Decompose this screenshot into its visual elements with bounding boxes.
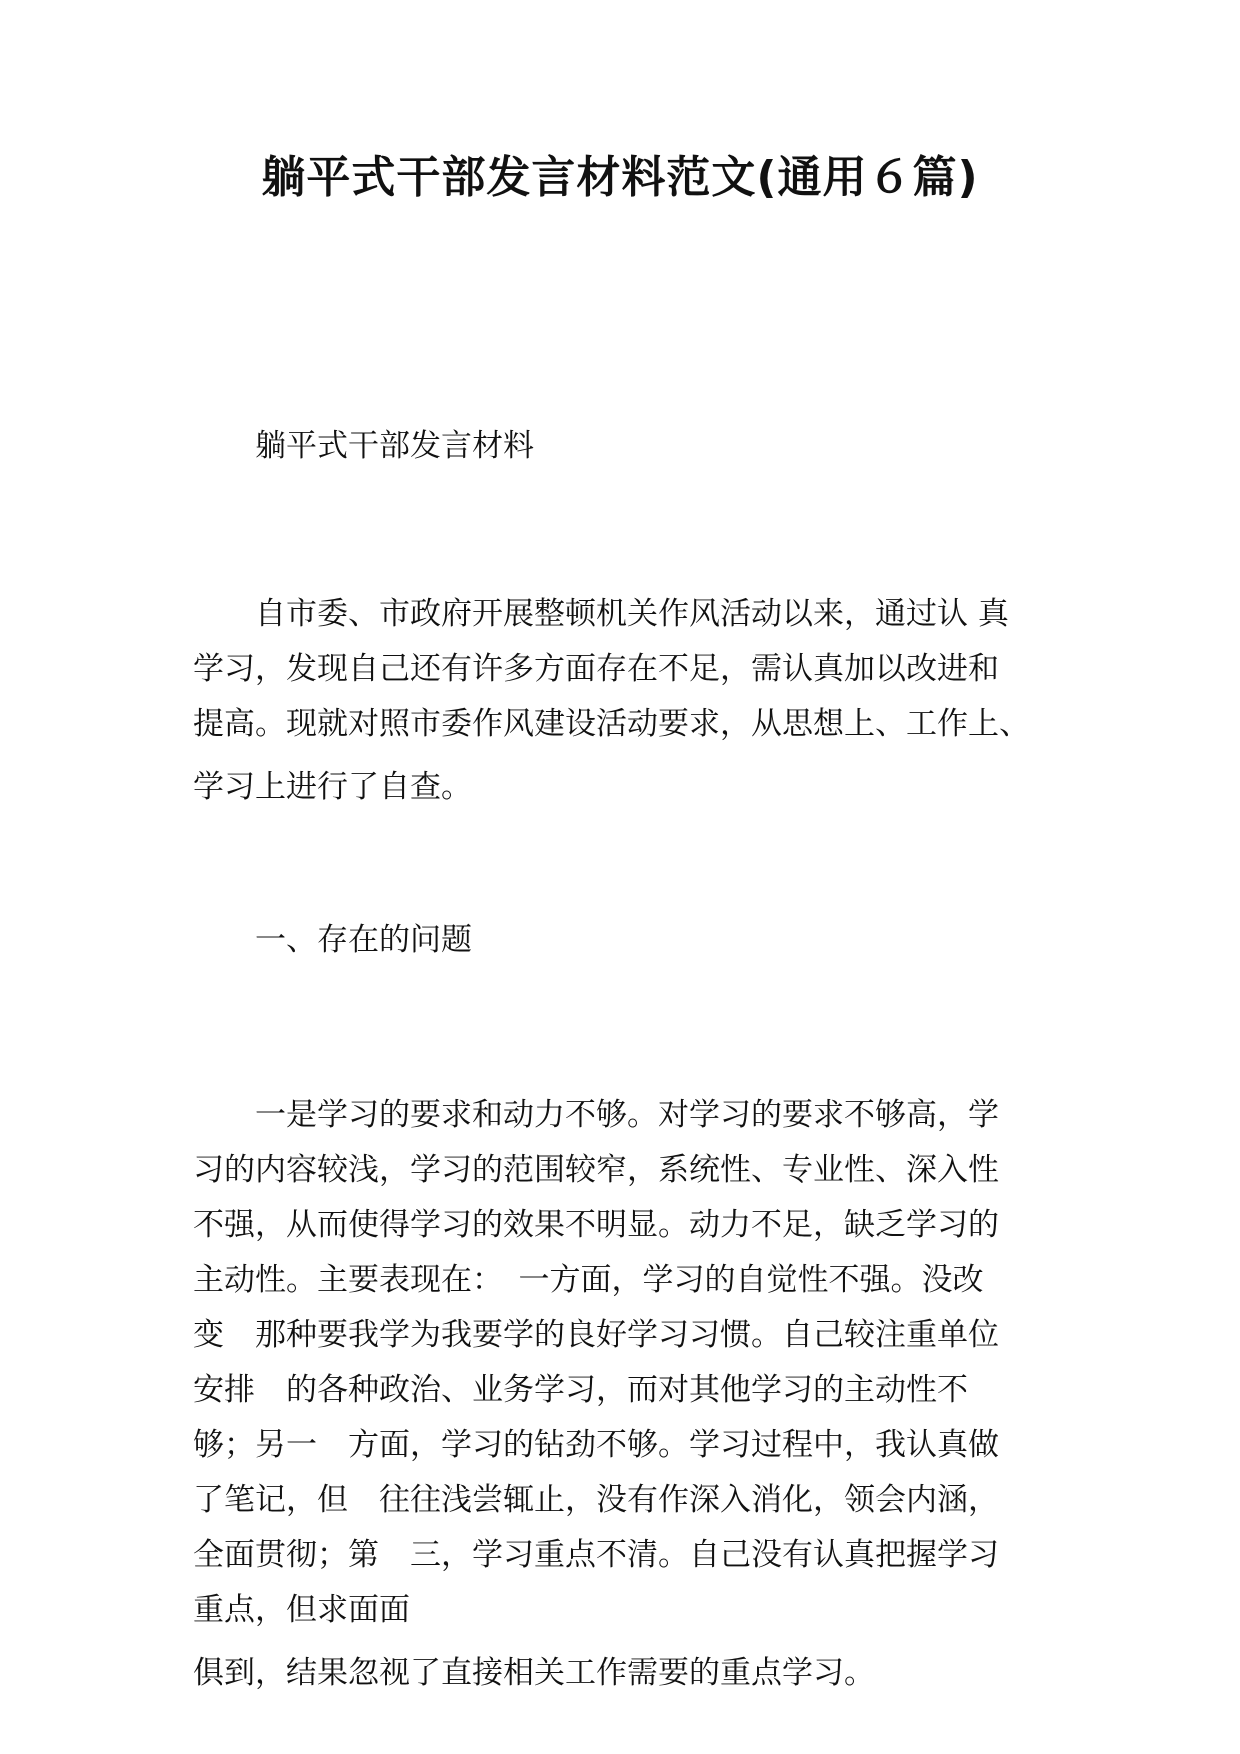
- paragraph-line: 一是学习的要求和动力不够。对学习的要求不够高，学: [255, 1097, 999, 1133]
- paragraph-line: 提高。现就对照市委作风建设活动要求，从思想上、工作上、: [193, 706, 1030, 742]
- paragraph-line: 够；另一 方面，学习的钻劲不够。学习过程中，我认真做: [193, 1427, 999, 1463]
- paragraph-line: 变 那种要我学为我要学的良好学习习惯。自己较注重单位: [193, 1317, 999, 1353]
- paragraph-line: 不强，从而使得学习的效果不明显。动力不足，缺乏学习的: [193, 1207, 999, 1243]
- paragraph-line: 主动性。主要表现在： 一方面，学习的自觉性不强。没改: [193, 1262, 984, 1298]
- document-title: 躺平式干部发言材料范文(通用６篇): [261, 152, 979, 203]
- paragraph-line: 学习上进行了自查。: [193, 769, 472, 805]
- paragraph-line: 学习，发现自己还有许多方面存在不足，需认真加以改进和: [193, 651, 999, 687]
- paragraph-line: 习的内容较浅，学习的范围较窄，系统性、专业性、深入性: [193, 1152, 999, 1188]
- document-subtitle: 躺平式干部发言材料: [255, 428, 534, 464]
- paragraph-line: 重点，但求面面: [193, 1592, 410, 1628]
- section-heading: 一、存在的问题: [255, 922, 472, 958]
- paragraph-line: 俱到，结果忽视了直接相关工作需要的重点学习。: [193, 1655, 875, 1691]
- paragraph-line: 了笔记，但 往往浅尝辄止，没有作深入消化，领会内涵，: [193, 1482, 999, 1518]
- paragraph-intro: [193, 587, 1073, 815]
- paragraph-line: 自市委、市政府开展整顿机关作风活动以来，通过认 真: [255, 596, 1009, 632]
- paragraph-problems: [193, 1088, 1073, 1701]
- paragraph-line: 安排 的各种政治、业务学习，而对其他学习的主动性不: [193, 1372, 968, 1408]
- paragraph-line: 全面贯彻；第 三，学习重点不清。自己没有认真把握学习: [193, 1537, 999, 1573]
